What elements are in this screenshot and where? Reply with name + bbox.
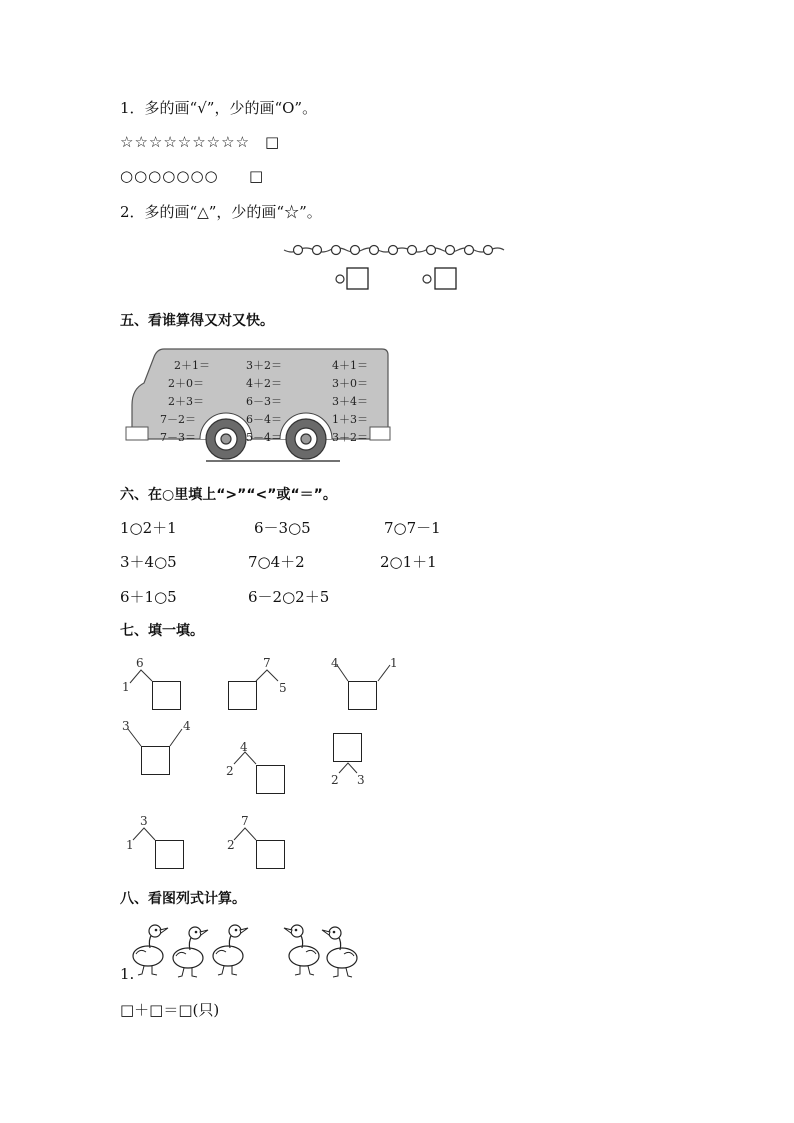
bond-answer-box[interactable]: [228, 681, 257, 710]
answer-box-circles[interactable]: □: [249, 167, 264, 185]
bond-number: 2: [331, 773, 339, 787]
compare-item: 6－2○2＋5: [248, 588, 330, 606]
bond-number: 7: [241, 814, 249, 828]
bond-number: 2: [226, 764, 234, 778]
bus-problem: 3＋0＝: [332, 377, 368, 390]
bus-problem: 2＋1＝: [174, 359, 210, 372]
bus-problem: 2＋0＝: [168, 377, 204, 390]
bond-number: 4: [240, 740, 248, 754]
compare-item: 2○1＋1: [380, 553, 437, 571]
bond-number: 6: [136, 656, 144, 670]
equation-blank[interactable]: □＋□＝□(只): [120, 1001, 220, 1019]
bus-problem: 1＋3＝: [332, 413, 368, 426]
bus-problem: 4＋2＝: [246, 377, 282, 390]
bond-answer-box[interactable]: [152, 681, 181, 710]
bond-answer-box[interactable]: [141, 746, 170, 775]
bus-problem: 7－3＝: [160, 431, 196, 444]
compare-item: 1○2＋1: [120, 519, 177, 537]
compare-item: 6－3○5: [254, 519, 311, 537]
bond-number: 3: [357, 773, 365, 787]
bond-number: 2: [227, 838, 235, 852]
bus-problem: 6－4＝: [246, 413, 282, 426]
bus-problem: 5－4＝: [246, 431, 282, 444]
bond-number: 4: [183, 719, 191, 733]
compare-item: 6＋1○5: [120, 588, 177, 606]
ducks-figure: [130, 920, 370, 982]
bond-answer-box[interactable]: [348, 681, 377, 710]
bond-answer-box[interactable]: [256, 840, 285, 869]
stars-row: ☆☆☆☆☆☆☆☆☆: [120, 133, 251, 151]
bus-problem: 7－2＝: [160, 413, 196, 426]
item-number: 1.: [120, 965, 135, 983]
section-6-heading: 六、在○里填上“>”“<”或“＝”。: [120, 487, 337, 503]
bond-number: 3: [122, 719, 130, 733]
bond-answer-box[interactable]: [333, 733, 362, 762]
bond-number: 1: [390, 656, 398, 670]
section-8-heading: 八、看图列式计算。: [120, 891, 246, 907]
bond-number: 5: [279, 681, 287, 695]
q1-prompt: 1．多的画“√”，少的画“O”。: [120, 99, 318, 117]
bond-number: 1: [122, 680, 130, 694]
bus-problem: 4＋1＝: [332, 359, 368, 372]
bond-number: 1: [126, 838, 134, 852]
bus-problem: 3＋2＝: [332, 431, 368, 444]
circles-row: ○○○○○○○: [120, 167, 219, 185]
compare-item: 7○4＋2: [248, 553, 305, 571]
bus-problem: 6－3＝: [246, 395, 282, 408]
bus-problem: 2＋3＝: [168, 395, 204, 408]
bond-number: 3: [140, 814, 148, 828]
bond-number: 4: [331, 656, 339, 670]
answer-box-stars[interactable]: □: [265, 133, 280, 151]
bond-number: 7: [263, 656, 271, 670]
bus-problem: 3＋4＝: [332, 395, 368, 408]
compare-item: 7○7－1: [384, 519, 441, 537]
section-7-heading: 七、填一填。: [120, 623, 204, 639]
bond-answer-box[interactable]: [256, 765, 285, 794]
section-5-heading: 五、看谁算得又对又快。: [120, 313, 274, 329]
compare-item: 3＋4○5: [120, 553, 177, 571]
q2-prompt: 2．多的画“△”，少的画“☆”。: [120, 203, 322, 221]
bus-problem: 3＋2＝: [246, 359, 282, 372]
bond-answer-box[interactable]: [155, 840, 184, 869]
